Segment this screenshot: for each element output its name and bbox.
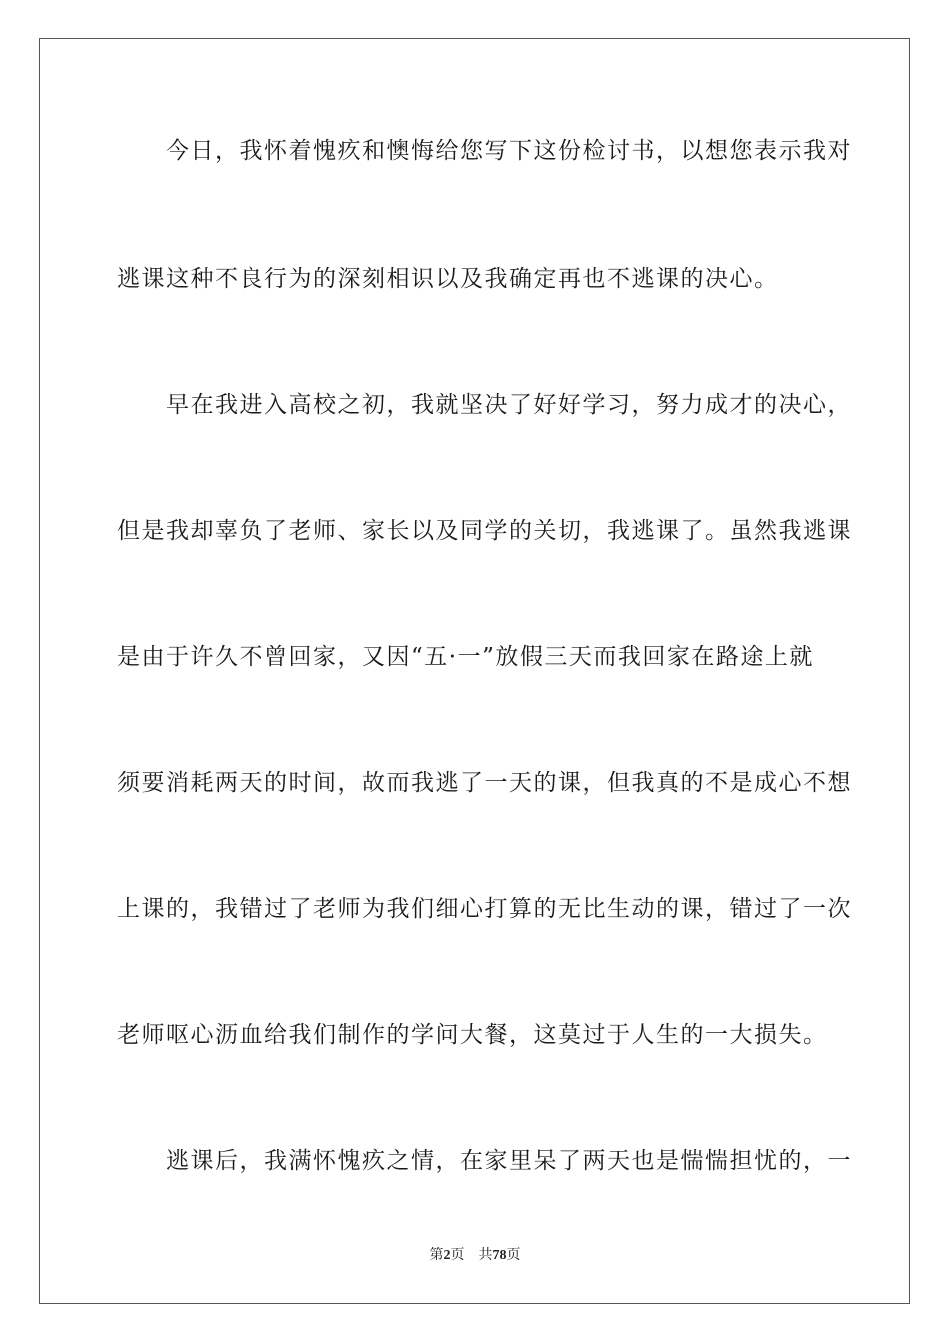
- page-footer: [0, 1247, 950, 1265]
- text-line: 早在我进入高校之初，我就坚决了好好学习，努力成才的决心，: [117, 392, 852, 418]
- page-suffix: 页: [450, 1248, 465, 1263]
- text-line: 上课的，我错过了老师为我们细心打算的无比生动的课，错过了一次: [117, 896, 852, 922]
- text-line: 须要消耗两天的时间，故而我逃了一天的课，但我真的不是成心不想: [117, 770, 852, 796]
- page-prefix: 第: [429, 1248, 444, 1263]
- text-line: 今日，我怀着愧疚和懊悔给您写下这份检讨书，以想您表示我对: [117, 138, 852, 164]
- text-line: 逃课这种不良行为的深刻相识以及我确定再也不逃课的决心。: [117, 266, 779, 292]
- total-suffix: 页: [506, 1248, 521, 1263]
- text-line: 老师呕心沥血给我们制作的学问大餐，这莫过于人生的一大损失。: [117, 1022, 828, 1048]
- text-line: 逃课后，我满怀愧疚之情，在家里呆了两天也是惴惴担忧的，一: [117, 1148, 852, 1174]
- total-pages: 78: [492, 1248, 507, 1263]
- page-number: 2: [443, 1248, 451, 1263]
- total-prefix: 共: [478, 1248, 493, 1263]
- text-line: 但是我却辜负了老师、家长以及同学的关切，我逃课了。虽然我逃课: [117, 518, 852, 544]
- text-line: 是由于许久不曾回家，又因“五·一”放假三天而我回家在路途上就: [117, 644, 814, 670]
